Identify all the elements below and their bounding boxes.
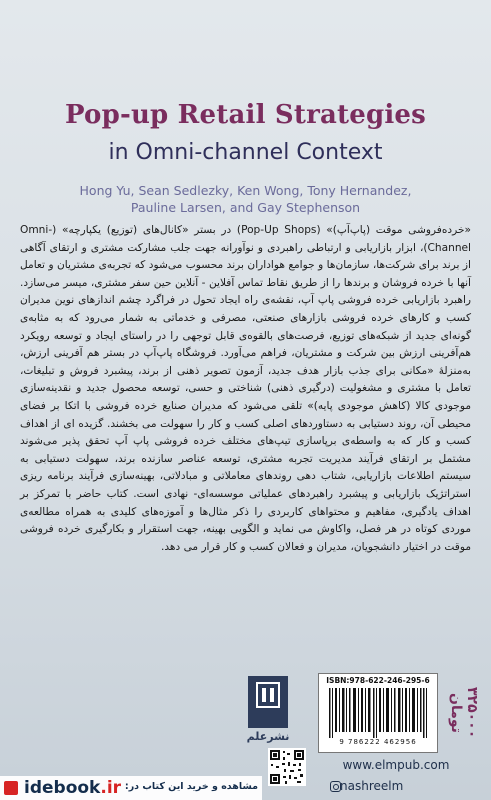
authors: [30, 182, 461, 216]
isbn-digits: 9 786222 462956: [339, 738, 417, 746]
isbn-text: ISBN:978-622-246-295-6: [326, 676, 430, 685]
price-label: ۳۲۵۰۰۰ تومان: [448, 687, 480, 739]
publisher-mark-icon: [254, 680, 282, 710]
watermark-banner[interactable]: [0, 776, 262, 800]
watermark-caption: مشاهده و خرید این کتاب در:: [124, 781, 258, 792]
qr-code-icon: [268, 748, 306, 786]
book-subtitle: in Omni-channel Context: [108, 140, 383, 165]
publisher-logo: [248, 676, 288, 728]
barcode-icon: [327, 688, 429, 738]
publisher-website-link[interactable]: www.elmpub.com: [342, 758, 450, 772]
description-paragraph: «خرده‌فروشی موقت (پاپ‌آپ)» (Pop-Up Shops) در بستر «کانال‌های (توزیع) یکپارچه» (Omni-Channel)، ابزار بازاریابی و ارتباطی راهبردی و نوآورانه جهت جلب مشارکت مشتری و ارتقای آگاهی از برند برای شرکت‌ها، سازمان‌ها و جوامع هواداران برند محسوب می‌شود که تجربه‌ی مشتریان و تعامل آنها با خرده فروشان و برندها را از طریق نقاط تماس آفلاین - آنلاین حین سفر مشتری، میسر می‌سازد. راهبرد بازاریابی خرده فروشی پاپ آپ، نقشه‌ی راه ایجاد تحول در فراگرد چشم اندازهای نوین مدیران کسب و کارهای خرده فروشی بازارهای صنعتی، مصرفی و خدماتی به شمار می‌رود که به مثابه‌ی گونه‌ای جدید از شبکه‌های توزیع، فرصت‌های بالقوه‌ی قابل توجهی را در راستای ایجاد و توسعه رویکرد هم‌آفرینی ارزش بین شرکت و مشتریان، فراهم می‌آورد. فروشگاه پاپ‌آپ در بستر هم آفرینی ارزش، به‌منزلهٔ «مکانی برای جذب بازار هدف جدید، آزمون تصویر ذهنی از برند، پیشبرد فروش و تبلیغات، تعامل با مشتری و مشغولیت (درگیری ذهنی) شناختی و حسی، توسعه محصول جدید و نقدینه‌سازی موجودی کالا (کاهش موجودی پایه)» تلقی می‌شود که مدیران صنایع خرده فروشی با اتکا بر فضای محیطی آن، روند دستیابی به دستاوردهای اصلی کسب و کار را سهولت می‌ بخشند. گزیده ای از اهداف کسب و کار که به واسطه‌ی برپاسازی تیپ‌های مختلف خرده فروشی پاپ آپ تحقق پذیر می‌شوند مشتمل بر ارتقای فرآیند مدیریت تجربه مشتری، توسعه عناصر سازنده برند، سهولت دستیابی به سیستم اطلاعات بازاریابی، شتاب دهی روندهای معاملاتی و مبادلاتی، بهینه‌سازی فرآیند برنامه ریزی استراتژیک بازاریابی و پیشبرد راهبردهای عملیاتی موسسه‌ای- نهادی است. کتاب حاضر با تمرکز بر اهداف یادگیری، مفاهیم و محتواهای کاربردی را ذکر مثال‌ها و آموزه‌های کلیدی به همراه مطالعه‌ی موردی کوتاه در هر فصل، واکاوش می نماید و الگویی بهینه، جهت استقرار و بکارگیری خرده فروشی موقت در اختیار دانشجویان، مدیران و فعالان کسب و کار قرار می دهد.: [20, 224, 471, 553]
isbn-barcode-box: [318, 673, 438, 753]
authors-line-1: Hong Yu, Sean Sedlezky, Ken Wong, Tony Hernandez,: [79, 183, 412, 198]
publisher-name: نشرعلم: [246, 730, 290, 743]
watermark-logo-main: idebook: [24, 778, 101, 798]
book-title: Pop-up Retail Strategies: [64, 100, 427, 130]
instagram-handle[interactable]: nashreelm: [340, 779, 404, 793]
watermark-logo-suffix: .ir: [100, 778, 122, 798]
authors-line-2: Pauline Larsen, and Gay Stephenson: [130, 200, 361, 215]
watermark-logo: [6, 778, 124, 798]
book-description: [20, 222, 471, 556]
